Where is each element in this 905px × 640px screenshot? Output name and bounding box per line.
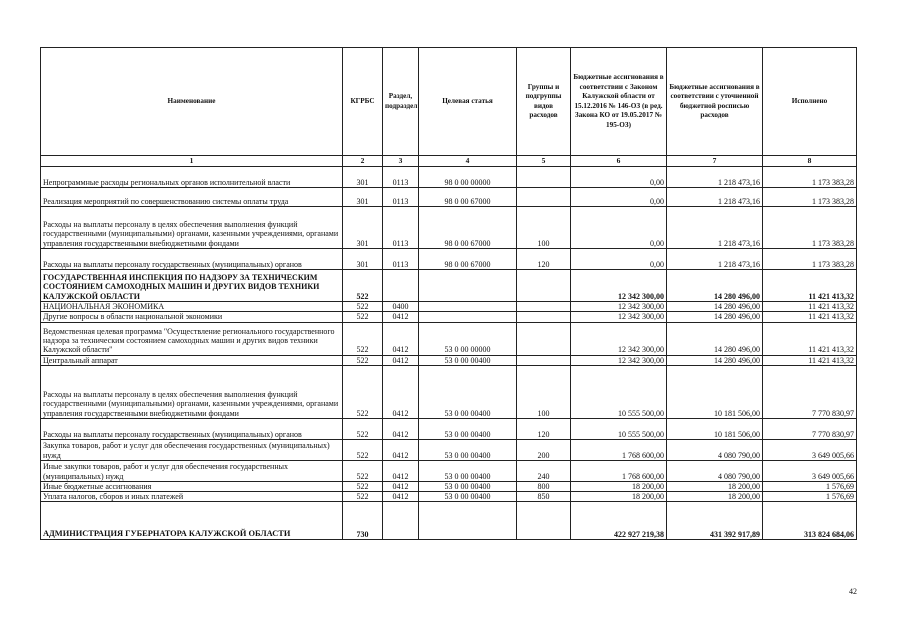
row-kgrbs: 522 (343, 270, 383, 302)
row-target (419, 302, 517, 312)
row-ass-refined: 4 080 790,00 (667, 460, 763, 481)
row-razdel: 0113 (383, 207, 419, 249)
row-name: Центральный аппарат (41, 355, 343, 365)
row-name: Расходы на выплаты персоналу государственных (муниципальных) органов (41, 418, 343, 439)
row-kgrbs: 522 (343, 418, 383, 439)
row-ass-law: 0,00 (571, 207, 667, 249)
row-name: Реализация мероприятий по совершенствованию системы оплаты труда (41, 188, 343, 207)
table-row (41, 502, 857, 540)
row-ass-law: 18 200,00 (571, 492, 667, 502)
row-ass-refined: 1 218 473,16 (667, 207, 763, 249)
row-target: 53 0 00 00400 (419, 460, 517, 481)
row-name: Иные закупки товаров, работ и услуг для обеспечения государственных (муниципальных) нужд (41, 460, 343, 481)
row-ass-refined: 10 181 506,00 (667, 365, 763, 418)
row-name: Расходы на выплаты персоналу в целях обеспечения выполнения функций государственными (муниципальными) органами, казенными учреждениями, органами управления государственными внебюджетными фондами (41, 365, 343, 418)
row-razdel: 0412 (383, 460, 419, 481)
row-kgrbs: 522 (343, 439, 383, 460)
row-razdel (383, 502, 419, 540)
row-done: 313 824 684,06 (763, 502, 857, 540)
row-name: Иные бюджетные ассигнования (41, 481, 343, 491)
row-ass-refined: 14 280 496,00 (667, 322, 763, 355)
header-ass-law: Бюджетные ассигнования в соответствии с Законом Калужской области от 15.12.2016 № 146-ОЗ (в ред. Закона КО от 19.05.2017 № 195-ОЗ) (571, 48, 667, 156)
row-ass-refined: 431 392 917,89 (667, 502, 763, 540)
row-kgrbs: 301 (343, 188, 383, 207)
row-razdel: 0412 (383, 492, 419, 502)
column-number: 6 (571, 156, 667, 167)
row-ass-refined: 10 181 506,00 (667, 418, 763, 439)
row-groups (517, 312, 571, 322)
row-razdel: 0412 (383, 355, 419, 365)
row-razdel: 0400 (383, 302, 419, 312)
row-done: 1 576,69 (763, 481, 857, 491)
row-kgrbs: 522 (343, 492, 383, 502)
row-done: 7 770 830,97 (763, 418, 857, 439)
row-ass-law: 12 342 300,00 (571, 355, 667, 365)
row-ass-refined: 18 200,00 (667, 492, 763, 502)
row-name: НАЦИОНАЛЬНАЯ ЭКОНОМИКА (41, 302, 343, 312)
row-target: 53 0 00 00400 (419, 355, 517, 365)
row-ass-law: 12 342 300,00 (571, 312, 667, 322)
row-target: 98 0 00 67000 (419, 188, 517, 207)
column-number: 4 (419, 156, 517, 167)
row-ass-law: 12 342 300,00 (571, 302, 667, 312)
row-kgrbs: 522 (343, 312, 383, 322)
row-ass-law: 10 555 500,00 (571, 365, 667, 418)
row-kgrbs: 522 (343, 322, 383, 355)
row-ass-law: 12 342 300,00 (571, 322, 667, 355)
table-row (41, 481, 857, 491)
row-kgrbs: 730 (343, 502, 383, 540)
row-ass-law: 422 927 219,38 (571, 502, 667, 540)
header-kgrbs: КГРБС (343, 48, 383, 156)
column-number: 1 (41, 156, 343, 167)
column-number-row (41, 156, 857, 167)
row-kgrbs: 522 (343, 460, 383, 481)
row-name: Непрограммные расходы региональных органов исполнительной власти (41, 167, 343, 188)
header-razdel: Раздел, подраздел (383, 48, 419, 156)
row-kgrbs: 301 (343, 249, 383, 270)
row-ass-law: 18 200,00 (571, 481, 667, 491)
row-ass-refined: 4 080 790,00 (667, 439, 763, 460)
row-name: Закупка товаров, работ и услуг для обеспечения государственных (муниципальных) нужд (41, 439, 343, 460)
row-razdel: 0412 (383, 418, 419, 439)
row-target: 98 0 00 67000 (419, 249, 517, 270)
row-ass-law: 12 342 300,00 (571, 270, 667, 302)
row-name: Ведомственная целевая программа "Осуществление регионального государственного надзора за техническим состоянием самоходных машин и других видов техники Калужской области" (41, 322, 343, 355)
table-row (41, 312, 857, 322)
column-number: 8 (763, 156, 857, 167)
table-row (41, 322, 857, 355)
table-row (41, 492, 857, 502)
table-row (41, 418, 857, 439)
table-row (41, 302, 857, 312)
row-name: Другие вопросы в области национальной экономики (41, 312, 343, 322)
row-done: 1 173 383,28 (763, 207, 857, 249)
row-groups (517, 355, 571, 365)
row-groups: 100 (517, 207, 571, 249)
row-groups (517, 188, 571, 207)
row-ass-law: 0,00 (571, 249, 667, 270)
row-kgrbs: 522 (343, 365, 383, 418)
header-done: Исполнено (763, 48, 857, 156)
table-body (41, 167, 857, 540)
header-groups: Группы и подгруппы видов расходов (517, 48, 571, 156)
row-target: 53 0 00 00000 (419, 322, 517, 355)
page-number: 42 (849, 587, 857, 596)
row-target: 53 0 00 00400 (419, 439, 517, 460)
column-number: 3 (383, 156, 419, 167)
row-done: 11 421 413,32 (763, 302, 857, 312)
row-target: 53 0 00 00400 (419, 418, 517, 439)
row-ass-refined: 1 218 473,16 (667, 188, 763, 207)
budget-table (40, 47, 857, 540)
column-number: 2 (343, 156, 383, 167)
row-ass-law: 1 768 600,00 (571, 439, 667, 460)
column-number: 5 (517, 156, 571, 167)
row-done: 7 770 830,97 (763, 365, 857, 418)
row-target: 98 0 00 00000 (419, 167, 517, 188)
table-row (41, 460, 857, 481)
row-target (419, 502, 517, 540)
table-row (41, 270, 857, 302)
row-ass-refined: 1 218 473,16 (667, 249, 763, 270)
row-name: ГОСУДАРСТВЕННАЯ ИНСПЕКЦИЯ ПО НАДЗОРУ ЗА ТЕХНИЧЕСКИМ СОСТОЯНИЕМ САМОХОДНЫХ МАШИН И ДРУГИХ ВИДОВ ТЕХНИКИ КАЛУЖСКОЙ ОБЛАСТИ (41, 270, 343, 302)
row-name: Расходы на выплаты персоналу государственных (муниципальных) органов (41, 249, 343, 270)
column-number: 7 (667, 156, 763, 167)
row-name: АДМИНИСТРАЦИЯ ГУБЕРНАТОРА КАЛУЖСКОЙ ОБЛАСТИ (41, 502, 343, 540)
table-row (41, 167, 857, 188)
row-groups: 120 (517, 418, 571, 439)
row-ass-refined: 14 280 496,00 (667, 302, 763, 312)
row-done: 11 421 413,32 (763, 355, 857, 365)
row-target: 53 0 00 00400 (419, 492, 517, 502)
row-done: 1 576,69 (763, 492, 857, 502)
row-ass-refined: 1 218 473,16 (667, 167, 763, 188)
row-groups (517, 322, 571, 355)
row-ass-law: 1 768 600,00 (571, 460, 667, 481)
row-razdel: 0412 (383, 322, 419, 355)
header-target: Целевая статья (419, 48, 517, 156)
row-target (419, 270, 517, 302)
row-target (419, 312, 517, 322)
row-done: 11 421 413,32 (763, 322, 857, 355)
table-row (41, 188, 857, 207)
row-razdel: 0412 (383, 481, 419, 491)
header-ass-refined: Бюджетные ассигнования в соответствии с уточненной бюджетной росписью расходов (667, 48, 763, 156)
header-name: Наименование (41, 48, 343, 156)
row-ass-law: 10 555 500,00 (571, 418, 667, 439)
row-done: 1 173 383,28 (763, 249, 857, 270)
row-ass-law: 0,00 (571, 167, 667, 188)
row-kgrbs: 301 (343, 167, 383, 188)
row-groups (517, 302, 571, 312)
row-groups (517, 167, 571, 188)
row-razdel: 0113 (383, 167, 419, 188)
table-row (41, 249, 857, 270)
row-groups: 100 (517, 365, 571, 418)
row-target: 98 0 00 67000 (419, 207, 517, 249)
row-razdel: 0113 (383, 188, 419, 207)
row-razdel: 0412 (383, 365, 419, 418)
row-groups (517, 270, 571, 302)
row-ass-refined: 14 280 496,00 (667, 270, 763, 302)
row-done: 11 421 413,32 (763, 312, 857, 322)
table-row (41, 355, 857, 365)
row-name: Расходы на выплаты персоналу в целях обеспечения выполнения функций государственными (муниципальными) органами, казенными учреждениями, органами управления государственными внебюджетными фондами (41, 207, 343, 249)
row-groups: 200 (517, 439, 571, 460)
row-groups: 800 (517, 481, 571, 491)
row-kgrbs: 522 (343, 355, 383, 365)
table-row (41, 207, 857, 249)
row-groups: 850 (517, 492, 571, 502)
row-razdel: 0113 (383, 249, 419, 270)
row-target: 53 0 00 00400 (419, 365, 517, 418)
row-kgrbs: 522 (343, 302, 383, 312)
row-done: 3 649 005,66 (763, 460, 857, 481)
row-done: 1 173 383,28 (763, 167, 857, 188)
row-done: 11 421 413,32 (763, 270, 857, 302)
row-ass-refined: 14 280 496,00 (667, 355, 763, 365)
row-ass-refined: 18 200,00 (667, 481, 763, 491)
row-razdel (383, 270, 419, 302)
row-ass-law: 0,00 (571, 188, 667, 207)
row-groups: 120 (517, 249, 571, 270)
row-kgrbs: 522 (343, 481, 383, 491)
row-done: 1 173 383,28 (763, 188, 857, 207)
table-row (41, 439, 857, 460)
row-kgrbs: 301 (343, 207, 383, 249)
table-row (41, 365, 857, 418)
row-ass-refined: 14 280 496,00 (667, 312, 763, 322)
row-groups (517, 502, 571, 540)
row-done: 3 649 005,66 (763, 439, 857, 460)
row-razdel: 0412 (383, 439, 419, 460)
row-name: Уплата налогов, сборов и иных платежей (41, 492, 343, 502)
header-row (41, 48, 857, 156)
row-groups: 240 (517, 460, 571, 481)
row-razdel: 0412 (383, 312, 419, 322)
row-target: 53 0 00 00400 (419, 481, 517, 491)
